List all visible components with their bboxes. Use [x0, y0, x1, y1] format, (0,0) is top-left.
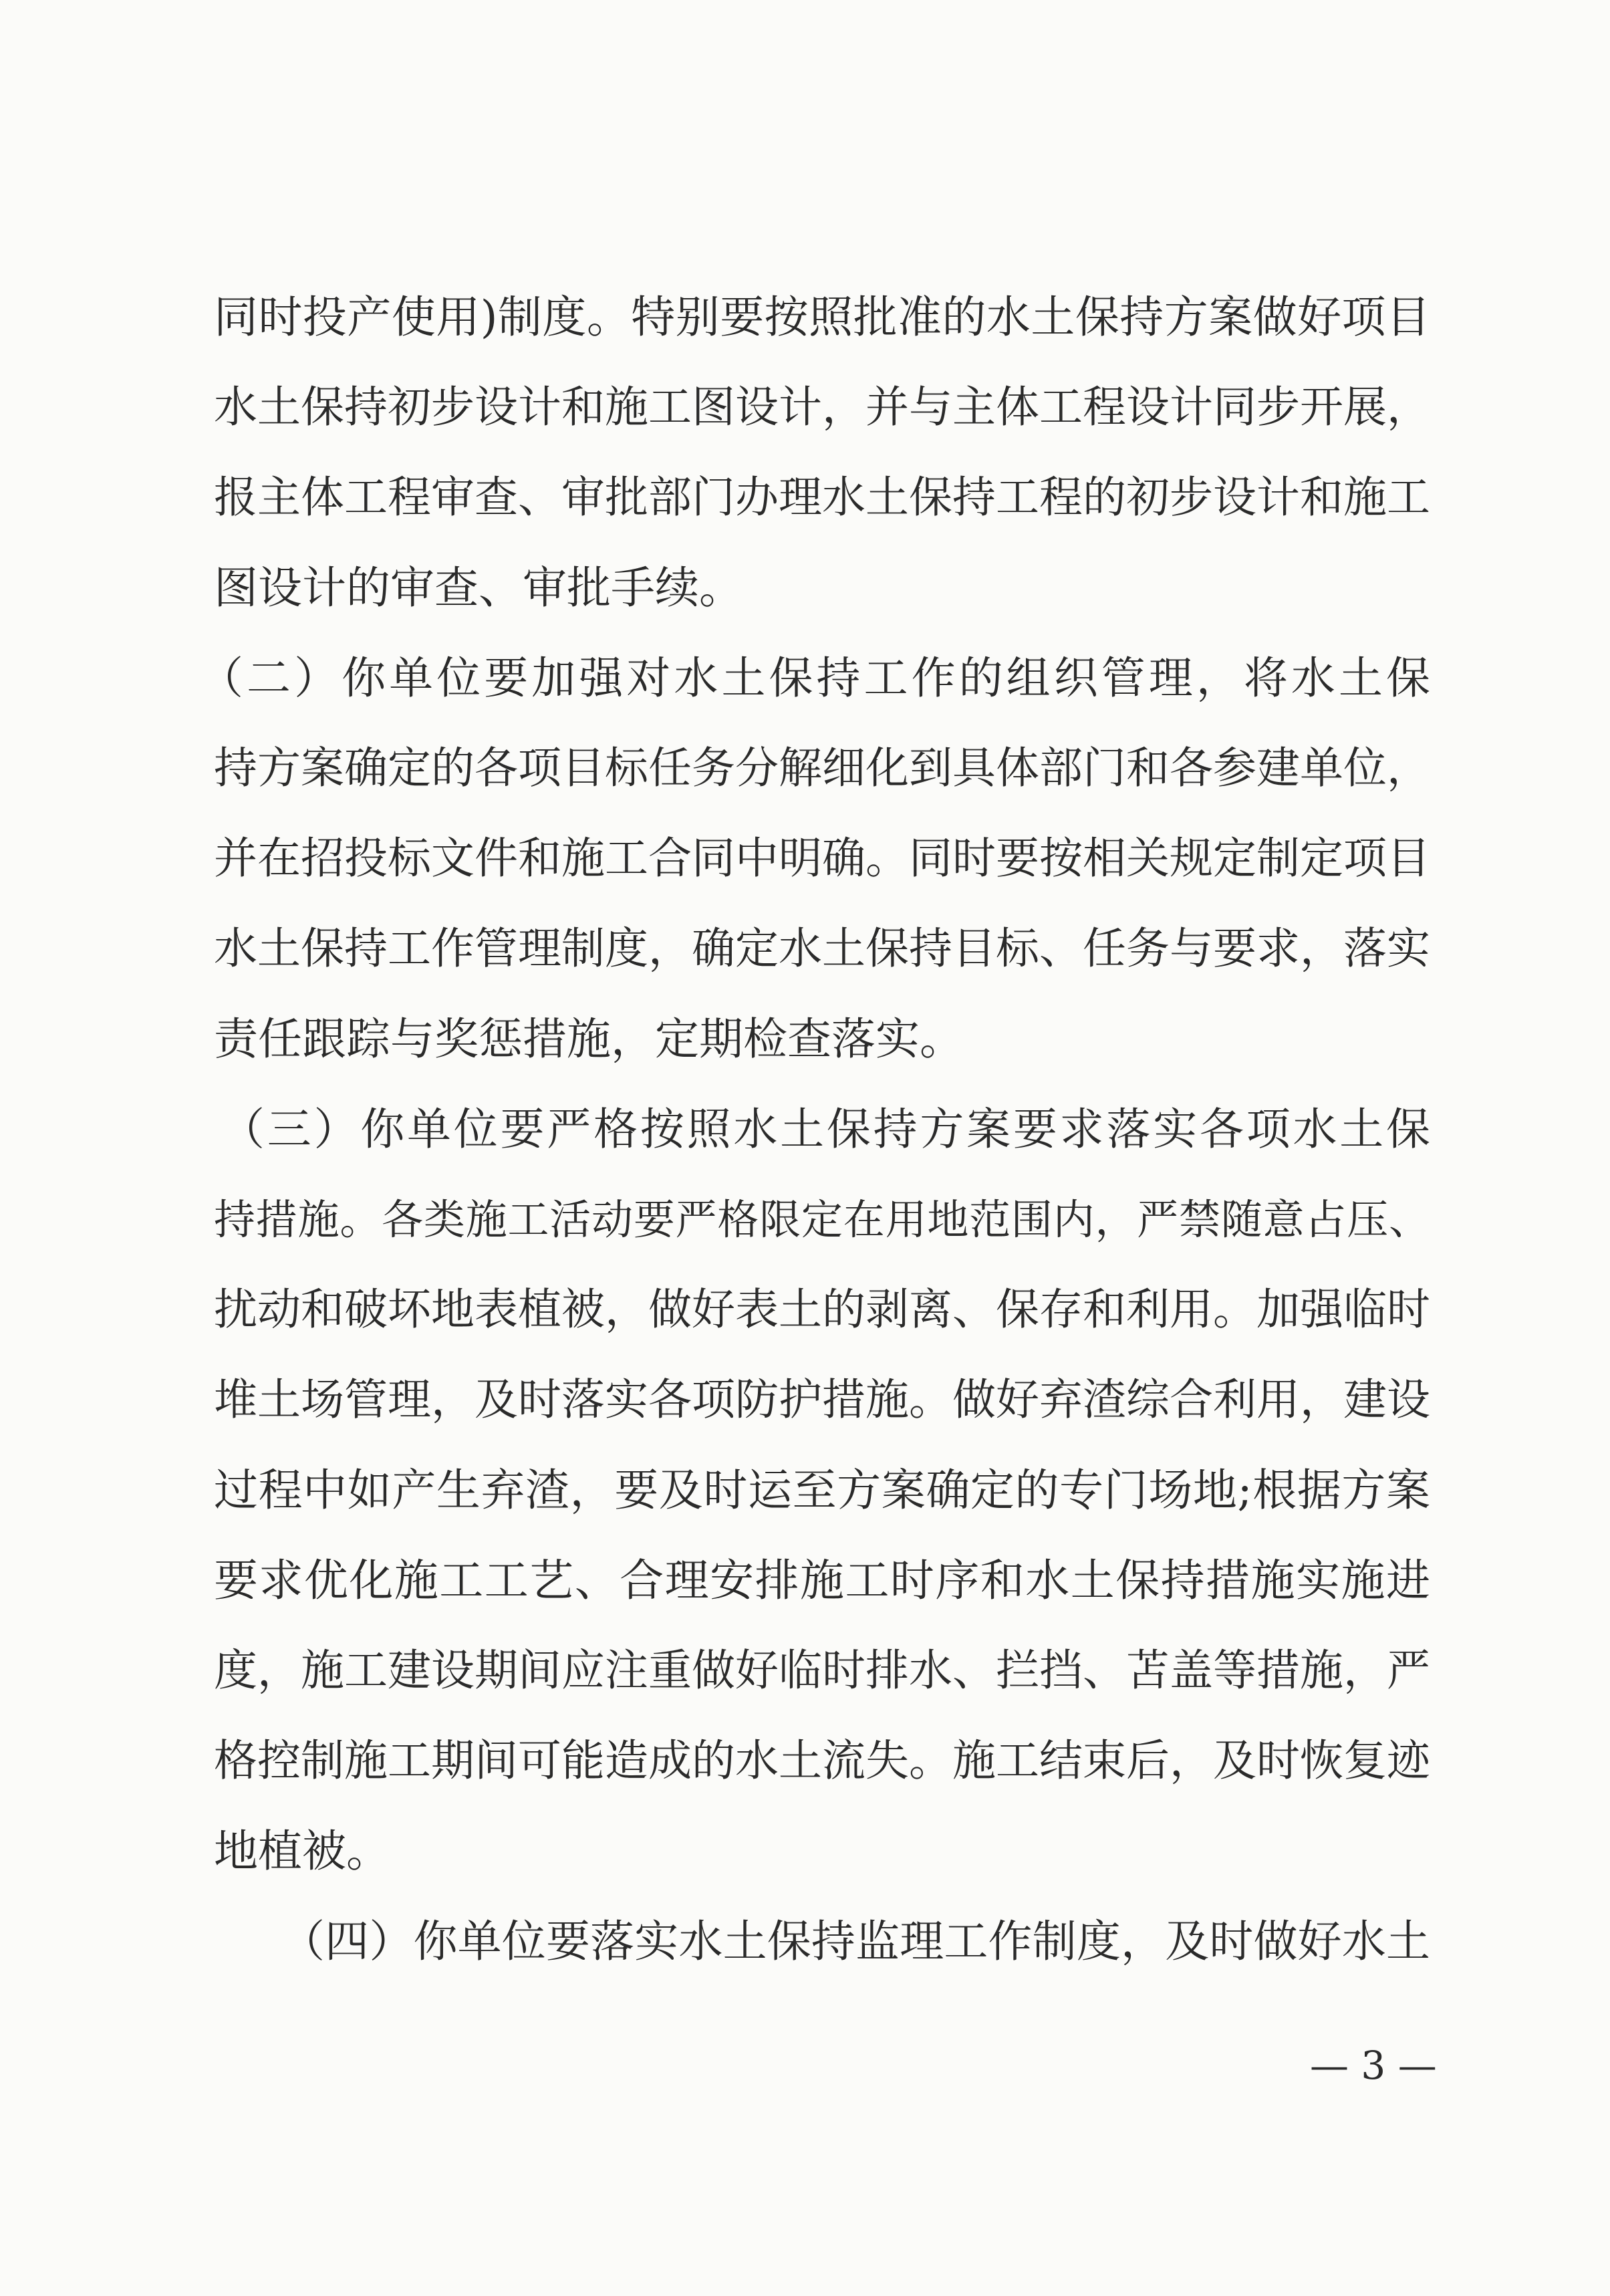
paragraph-2-line-2: 持措施。各类施工活动要严格限定在用地范围内，严禁随意占压、: [214, 1195, 1430, 1244]
paragraph-2-line-9: 地植被。: [214, 1825, 390, 1877]
paragraph-0-line-2: 水土保持初步设计和施工图设计，并与主体工程设计同步开展，: [214, 382, 1431, 432]
paragraph-2-line-5: 过程中如产生弃渣，要及时运至方案确定的专门场地;根据方案: [214, 1464, 1430, 1516]
paragraph-2-line-1: （三）你单位要严格按照水土保持方案要求落实各项水土保: [221, 1104, 1430, 1155]
paragraph-1-line-5: 责任跟踪与奖惩措施，定期检查落实。: [214, 1013, 964, 1065]
paragraph-1-line-1: （二）你单位要加强对水土保持工作的组织管理，将水土保: [199, 652, 1430, 704]
paragraph-3-line-1: （四）你单位要落实水土保持监理工作制度，及时做好水土: [281, 1916, 1430, 1967]
paragraph-0-line-1: 同时投产使用)制度。特别要按照批准的水土保持方案做好项目: [214, 291, 1430, 343]
paragraph-2-line-6: 要求优化施工工艺、合理安排施工时序和水土保持措施实施进: [214, 1555, 1430, 1606]
page-number: — 3 —: [1310, 2043, 1437, 2088]
paragraph-2-line-3: 扰动和破坏地表植被，做好表土的剥离、保存和利用。加强临时: [214, 1285, 1431, 1335]
paragraph-2-line-8: 格控制施工期间可能造成的水土流失。施工结束后，及时恢复迹: [214, 1736, 1431, 1786]
paragraph-2-line-4: 堆土场管理，及时落实各项防护措施。做好弃渣综合利用，建设: [214, 1375, 1431, 1425]
paragraph-1-line-3: 并在招投标文件和施工合同中明确。同时要按相关规定制定项目: [214, 834, 1431, 884]
paragraph-1-line-4: 水土保持工作管理制度，确定水土保持目标、任务与要求，落实: [214, 924, 1431, 974]
paragraph-2-line-7: 度，施工建设期间应注重做好临时排水、拦挡、苫盖等措施，严: [214, 1646, 1431, 1696]
paragraph-0-line-3: 报主体工程审查、审批部门办理水土保持工程的初步设计和施工: [214, 473, 1431, 523]
paragraph-1-line-2: 持方案确定的各项目标任务分解细化到具体部门和各参建单位，: [214, 743, 1431, 793]
paragraph-0-line-4: 图设计的审查、审批手续。: [214, 562, 743, 614]
